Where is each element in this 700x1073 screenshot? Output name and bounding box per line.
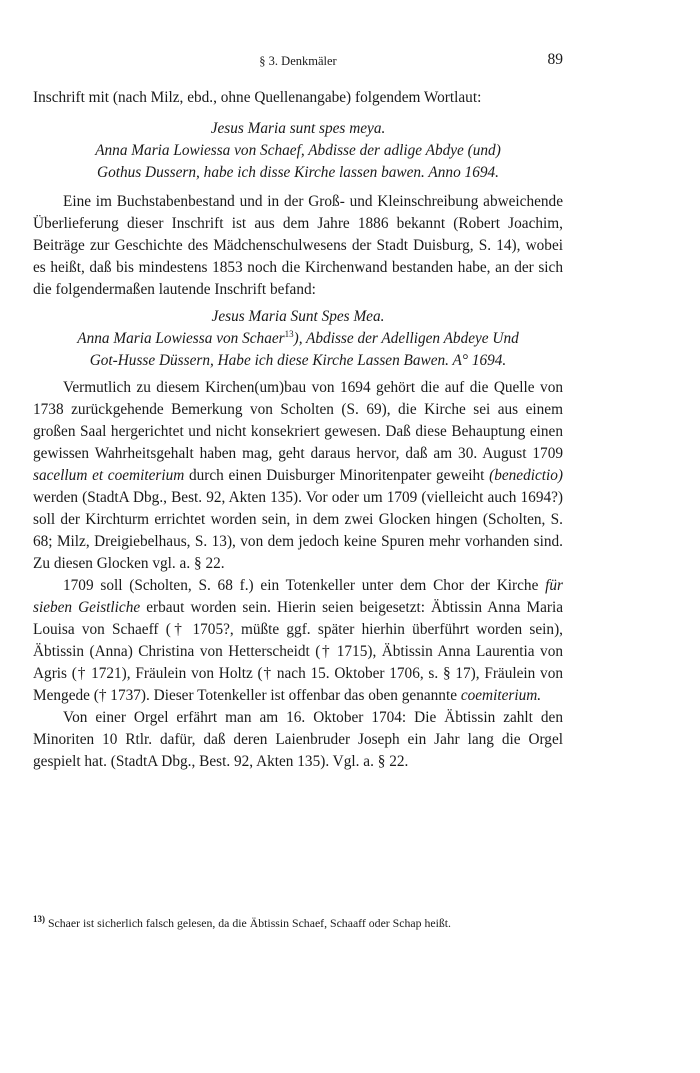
inscription-quote-1 xyxy=(33,118,563,184)
text-run: werden (StadtA Dbg., Best. 92, Akten 135). Vor oder um 1709 (vielleicht auch 1694?) soll der Kirchturm errichtet worden sein, in dem zwei Glocken hingen (Scholten, S. 68; Milz, Dreigiebelhaus, S. 13), von dem jedoch keine Spuren mehr vorhanden sind. Zu diesen Glocken vgl. a. § 22. xyxy=(33,489,563,572)
latin-term: sacellum et coemiterium xyxy=(33,467,185,484)
section-heading: § 3. Denkmäler xyxy=(259,54,337,68)
text-run: durch einen Duisburger Minoritenpater geweiht xyxy=(184,467,490,484)
latin-term: coemiterium. xyxy=(460,687,542,704)
footnote-mark: 13) xyxy=(33,914,45,925)
page-header xyxy=(33,51,563,74)
paragraph-intro: Inschrift mit (nach Milz, ebd., ohne Quellenangabe) folgendem Wortlaut: xyxy=(33,89,482,106)
quote-text: ), Abdisse der Adelligen Abdeye Und xyxy=(293,330,519,347)
quote-line: Gothus Dussern, habe ich disse Kirche lassen bawen. Anno 1694. xyxy=(97,164,499,181)
footnote-ref[interactable]: 13 xyxy=(284,328,294,339)
latin-term: (benedictio) xyxy=(489,467,563,484)
text-run: Vermutlich zu diesem Kirchen(um)bau von 1694 gehört die auf die Quelle von 1738 zurückgehende Bemerkung von Scholten (S. 69), die Kirche sei aus einem großen Saal hergerichtet und nicht konsekriert gewesen. Daß diese Behauptung einen gewissen Wahrheitsgehalt haben mag, geht daraus hervor, daß am 30. August 1709 xyxy=(33,379,563,462)
quote-line xyxy=(33,328,563,350)
page-body xyxy=(33,87,563,773)
paragraph-church-building xyxy=(33,377,563,575)
text-run: 1709 soll (Scholten, S. 68 f.) ein Totenkeller unter dem Chor der Kirche xyxy=(63,577,546,594)
footnote xyxy=(33,914,563,932)
paragraph-crypt xyxy=(33,575,563,707)
quote-line: Jesus Maria Sunt Spes Mea. xyxy=(211,308,385,325)
text-run: erbaut worden sein. Hierin seien beigesetzt: Äbtissin Anna Maria Louisa von Schaeff († 1705?, müßte ggf. später hierhin überführt worden sein), Äbtissin (Anna) Christina von Hetterscheidt († 1715), Äbtissin Anna Laurentia von Agris († 1721), Fräulein von Holtz († nach 15. Oktober 1706, s. § 17), Fräulein von Mengede († 1737). Dieser Totenkeller ist offenbar das oben genannte xyxy=(33,599,563,704)
paragraph-organ: Von einer Orgel erfährt man am 16. Oktober 1704: Die Äbtissin zahlt den Minoriten 10 Rtlr. dafür, daß deren Laienbruder Joseph ein Jahr lang die Orgel gespielt hat. (StadtA Dbg., Best. 92, Akten 135). Vgl. a. § 22. xyxy=(33,709,563,770)
footnote-text: Schaer ist sicherlich falsch gelesen, da die Äbtissin Schaef, Schaaff oder Schap heißt. xyxy=(47,916,451,930)
page-number: 89 xyxy=(547,51,563,68)
inscription-quote-2 xyxy=(33,306,563,372)
quote-line: Anna Maria Lowiessa von Schaef, Abdisse der adlige Abdye (und) xyxy=(95,142,501,159)
quote-line: Got-Husse Düssern, Habe ich diese Kirche Lassen Bawen. A° 1694. xyxy=(89,352,507,369)
quote-line: Jesus Maria sunt spes meya. xyxy=(210,120,386,137)
italic-phrase: für sieben Geistliche xyxy=(33,577,563,616)
quote-text: Anna Maria Lowiessa von Schaer xyxy=(77,330,285,347)
paragraph-variant: Eine im Buchstabenbestand und in der Groß- und Kleinschreibung abweichende Überlieferung dieser Inschrift ist aus dem Jahre 1886 bekannt (Robert Joachim, Beiträge zur Geschichte des Mädchenschulwesens der Stadt Duisburg, S. 14), wobei es heißt, daß bis mindestens 1853 noch die Kirchenwand bestanden habe, an der sich die folgendermaßen lautende Inschrift befand: xyxy=(33,193,563,298)
